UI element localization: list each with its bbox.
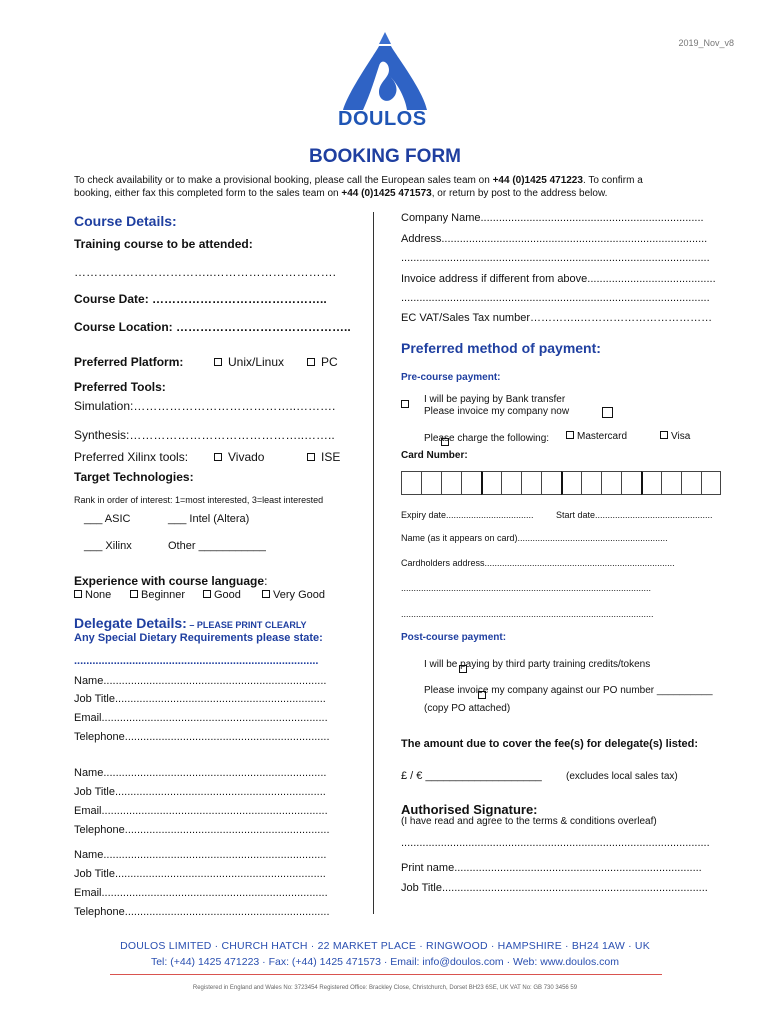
xilinx-tools-label: Preferred Xilinx tools: — [74, 450, 189, 464]
experience-good[interactable]: Good — [203, 589, 241, 601]
delegate-2-telephone[interactable]: Telephone................................................................... — [74, 824, 330, 836]
good-checkbox[interactable] — [203, 590, 211, 598]
card-digit-box[interactable] — [601, 471, 621, 495]
card-digit-box[interactable] — [541, 471, 561, 495]
simulation-field[interactable]: Simulation:…………………………………..………. — [74, 399, 336, 413]
address-field[interactable]: Address....................................................................................... — [401, 233, 708, 245]
course-date-field[interactable]: Course Date: …………………………………….. — [74, 292, 327, 306]
doulos-logo — [335, 30, 435, 130]
column-divider — [373, 212, 374, 914]
expiry-date-field[interactable]: Expiry date................................... — [401, 510, 534, 520]
amount-field[interactable]: £ / € ___________________ — [401, 770, 542, 782]
company-name-field[interactable]: Company Name......................................................................... — [401, 212, 704, 224]
other-rank[interactable]: Other ___________ — [168, 540, 266, 552]
card-digit-box[interactable] — [401, 471, 421, 495]
invoice-address-line-2[interactable]: ..................................................................................................... — [401, 292, 710, 304]
visa-checkbox[interactable] — [660, 431, 668, 439]
authorised-signature-heading: Authorised Signature: — [401, 802, 538, 817]
delegate-3-name[interactable]: Name......................................................................... — [74, 849, 327, 861]
mastercard-checkbox[interactable] — [566, 431, 574, 439]
invoice-address-field[interactable]: Invoice address if different from above.......................................... — [401, 273, 716, 285]
mastercard-option[interactable]: Mastercard — [566, 431, 627, 442]
card-digit-box[interactable] — [481, 471, 501, 495]
course-details-heading: Course Details: — [74, 213, 177, 229]
dietary-field[interactable]: ................................................................................ — [74, 655, 319, 667]
signature-field[interactable]: ..................................................................................................... — [401, 837, 710, 849]
invoice-now-checkbox[interactable] — [602, 407, 613, 418]
dietary-label: Any Special Dietary Requirements please state: — [74, 632, 323, 644]
delegate-3-job-title[interactable]: Job Title..................................................................... — [74, 868, 326, 880]
card-digit-box[interactable] — [581, 471, 601, 495]
target-technologies-label: Target Technologies: — [74, 470, 194, 484]
ec-vat-field[interactable]: EC VAT/Sales Tax number…………..……………………………… — [401, 312, 713, 324]
delegate-1-name[interactable]: Name......................................................................... — [74, 675, 327, 687]
course-location-field[interactable]: Course Location: …………………………………….. — [74, 320, 351, 334]
print-name-field[interactable]: Print name................................................................................. — [401, 862, 702, 874]
unix-linux-checkbox[interactable] — [214, 358, 222, 366]
experience-beginner[interactable]: Beginner — [130, 589, 185, 601]
delegate-1-telephone[interactable]: Telephone................................................................... — [74, 731, 330, 743]
synthesis-field[interactable]: Synthesis:……………………………………..…….. — [74, 428, 335, 442]
card-digit-box[interactable] — [641, 471, 661, 495]
card-number-boxes[interactable] — [401, 471, 721, 495]
very-good-checkbox[interactable] — [262, 590, 270, 598]
cardholders-address-field[interactable]: Cardholders address............................................................................ — [401, 558, 675, 568]
card-digit-box[interactable] — [441, 471, 461, 495]
bank-transfer-label: I will be paying by Bank transfer — [424, 394, 566, 405]
excludes-tax-note: (excludes local sales tax) — [566, 771, 678, 782]
footer-registration: Registered in England and Wales No: 3723454 Registered Office: Brackley Close, Christchurch, Dorset BH23 6SE, UK VAT No: GB 730 3456 59 — [192, 985, 578, 991]
logo-text: DOULOS — [338, 108, 427, 130]
experience-label: Experience with course language: — [74, 574, 268, 588]
delegate-1-email[interactable]: Email.......................................................................... — [74, 712, 328, 724]
unix-linux-option[interactable]: Unix/Linux — [214, 355, 284, 369]
delegate-1-job-title[interactable]: Job Title..................................................................... — [74, 693, 326, 705]
intel-rank[interactable]: ___ Intel (Altera) — [168, 513, 250, 525]
card-number-label: Card Number: — [401, 450, 468, 461]
training-course-label: Training course to be attended: — [74, 237, 253, 251]
vivado-option[interactable]: Vivado — [214, 450, 264, 464]
rank-instructions: Rank in order of interest: 1=most interested, 3=least interested — [74, 495, 324, 505]
delegate-2-email[interactable]: Email.......................................................................... — [74, 805, 328, 817]
footer-address: DOULOS LIMITED · CHURCH HATCH · 22 MARKET PLACE · RINGWOOD · HAMPSHIRE · BH24 1AW · UK — [120, 940, 650, 952]
copy-po-note: (copy PO attached) — [424, 703, 511, 714]
card-digit-box[interactable] — [661, 471, 681, 495]
job-title-field[interactable]: Job Title....................................................................................... — [401, 882, 708, 894]
payment-method-heading: Preferred method of payment: — [401, 340, 601, 356]
start-date-field[interactable]: Start date............................................... — [556, 510, 713, 520]
experience-very-good[interactable]: Very Good — [262, 589, 325, 601]
bank-transfer-checkbox[interactable] — [401, 400, 409, 408]
card-digit-box[interactable] — [681, 471, 701, 495]
none-checkbox[interactable] — [74, 590, 82, 598]
asic-rank[interactable]: ___ ASIC — [84, 513, 131, 525]
amount-due-label: The amount due to cover the fee(s) for delegate(s) listed: — [401, 738, 699, 750]
training-credits-label: I will be paying by third party training credits/tokens — [424, 659, 651, 670]
charge-following-label: Please charge the following: — [424, 433, 550, 444]
card-digit-box[interactable] — [421, 471, 441, 495]
ise-checkbox[interactable] — [307, 453, 315, 461]
po-invoice-label[interactable]: Please invoice my company against our PO number __________ — [424, 685, 713, 696]
card-digit-box[interactable] — [521, 471, 541, 495]
visa-option[interactable]: Visa — [660, 431, 690, 442]
ise-option[interactable]: ISE — [307, 450, 340, 464]
vivado-checkbox[interactable] — [214, 453, 222, 461]
version-label: 2019_Nov_v8 — [678, 38, 734, 48]
delegate-2-name[interactable]: Name......................................................................... — [74, 767, 327, 779]
preferred-platform-label: Preferred Platform: — [74, 355, 184, 369]
delegate-3-telephone[interactable]: Telephone................................................................... — [74, 906, 330, 918]
cardholders-address-line-3[interactable]: ..................................................................................................... — [401, 609, 654, 619]
address-field-line-2[interactable]: ..................................................................................................... — [401, 252, 710, 264]
pre-course-heading: Pre-course payment: — [401, 372, 501, 383]
invoice-now-label: Please invoice my company now — [424, 406, 570, 417]
intro-line-2: booking, either fax this completed form to the sales team on +44 (0)1425 471573, or return by post to the address below. — [74, 188, 608, 199]
footer-divider — [110, 974, 662, 975]
preferred-tools-label: Preferred Tools: — [74, 380, 166, 394]
training-course-field[interactable]: ……………………………..…………………………. — [74, 265, 337, 279]
beginner-checkbox[interactable] — [130, 590, 138, 598]
pc-option[interactable]: PC — [307, 355, 338, 369]
card-digit-box[interactable] — [461, 471, 481, 495]
intro-line-1: To check availability or to make a provisional booking, please call the European sales team on +44 (0)1425 471223. To confirm a — [74, 175, 643, 186]
experience-none[interactable]: None — [74, 589, 111, 601]
form-title: BOOKING FORM — [309, 146, 461, 167]
pc-checkbox[interactable] — [307, 358, 315, 366]
post-course-heading: Post-course payment: — [401, 632, 507, 643]
card-digit-box[interactable] — [701, 471, 721, 495]
terms-note: (I have read and agree to the terms & conditions overleaf) — [401, 816, 657, 827]
footer-contact: Tel: (+44) 1425 471223 · Fax: (+44) 1425 471573 · Email: info@doulos.com · Web: www.doulos.com — [150, 956, 620, 968]
card-digit-box[interactable] — [501, 471, 521, 495]
delegate-3-email[interactable]: Email.......................................................................... — [74, 887, 328, 899]
delegate-2-job-title[interactable]: Job Title..................................................................... — [74, 786, 326, 798]
card-digit-box[interactable] — [561, 471, 581, 495]
name-on-card-field[interactable]: Name (as it appears on card)............................................................ — [401, 533, 668, 543]
cardholders-address-line-2[interactable]: .................................................................................................... — [401, 583, 652, 593]
card-digit-box[interactable] — [621, 471, 641, 495]
xilinx-rank[interactable]: ___ Xilinx — [84, 540, 132, 552]
delegate-details-heading: Delegate Details: – PLEASE PRINT CLEARLY — [74, 615, 307, 631]
